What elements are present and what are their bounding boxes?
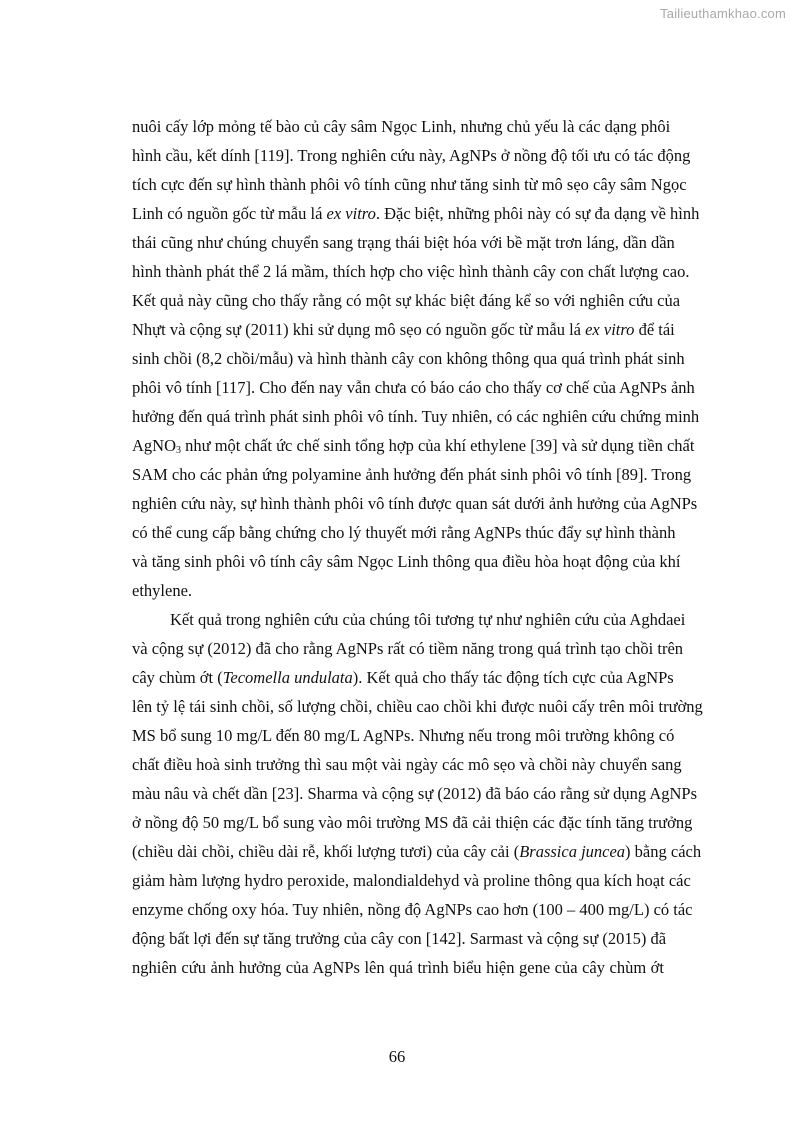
text-run: phôi vô tính [117]. Cho đến nay vẫn chưa có báo cáo cho thấy cơ chế của AgNPs ảnh	[132, 378, 695, 397]
italic-text: ex vitro	[585, 320, 635, 339]
text-run: (chiều dài chồi, chiều dài rễ, khối lượng tươi) của cây cải (	[132, 842, 520, 861]
text-line	[132, 170, 687, 199]
text-run: như một chất ức chế sinh tổng hợp của khí ethylene [39] và sử dụng tiền chất	[181, 436, 695, 455]
text-run: hưởng đến quá trình phát sinh phôi vô tính. Tuy nhiên, có các nghiên cứu chứng minh	[132, 407, 700, 426]
text-run: cây chùm ớt (	[132, 668, 223, 687]
italic-text: ex vitro	[326, 204, 376, 223]
text-run: động bất lợi đến sự tăng trưởng của cây con [142]. Sarmast và cộng sự (2015) đã	[132, 929, 667, 948]
text-line	[132, 576, 664, 605]
text-line	[132, 286, 681, 315]
text-run: chất điều hoà sinh trưởng thì sau một vài ngày các mô sẹo và chồi này chuyển sang	[132, 755, 682, 774]
text-run: màu nâu và chết dần [23]. Sharma và cộng sự (2012) đã báo cáo rằng sử dụng AgNPs	[132, 784, 697, 803]
text-line	[132, 924, 667, 953]
text-line	[132, 315, 675, 344]
text-line	[132, 721, 675, 750]
text-line	[132, 373, 695, 402]
text-run: nghiên cứu ảnh hưởng của AgNPs lên quá trình biểu hiện gene của cây chùm ớt	[132, 958, 664, 977]
text-line	[132, 779, 697, 808]
text-line	[132, 953, 664, 982]
text-line	[132, 257, 690, 286]
text-line	[132, 402, 700, 431]
text-run: Nhựt và cộng sự (2011) khi sử dụng mô sẹo có nguồn gốc từ mẫu lá	[132, 320, 586, 339]
document-body	[132, 112, 703, 982]
text-run: lên tỷ lệ tái sinh chồi, số lượng chồi, chiều cao chồi khi được nuôi cấy trên môi trường	[132, 697, 703, 716]
text-line	[132, 750, 682, 779]
italic-text: Brassica juncea	[519, 842, 626, 861]
text-run: tích cực đến sự hình thành phôi vô tính cũng như tăng sinh từ mô sẹo cây sâm Ngọc	[132, 175, 687, 194]
paragraph	[132, 112, 700, 605]
watermark-text: Tailieuthamkhao.com	[660, 6, 786, 21]
text-run: sinh chồi (8,2 chồi/mẫu) và hình thành cây con không thông qua quá trình phát sinh	[132, 349, 685, 368]
page-number: 66	[388, 1047, 406, 1066]
text-line	[132, 808, 693, 837]
text-line	[132, 460, 692, 489]
text-line	[132, 112, 671, 141]
text-line	[132, 866, 691, 895]
text-run: ở nồng độ 50 mg/L bổ sung vào môi trường MS đã cải thiện các đặc tính tăng trưởng	[132, 813, 693, 832]
text-line	[132, 663, 674, 692]
italic-text: Tecomella undulata	[222, 668, 353, 687]
text-line	[132, 431, 695, 460]
text-run: Kết quả trong nghiên cứu của chúng tôi tương tự như nghiên cứu của Aghdaei	[170, 610, 686, 629]
text-run: MS bổ sung 10 mg/L đến 80 mg/L AgNPs. Nhưng nếu trong môi trường không có	[132, 726, 675, 745]
text-line	[132, 199, 700, 228]
text-run: ethylene.	[132, 581, 193, 600]
text-run: SAM cho các phản ứng polyamine ảnh hưởng đến phát sinh phôi vô tính [89]. Trong	[132, 465, 692, 484]
text-run: để tái	[634, 320, 675, 339]
text-run: có thể cung cấp bằng chứng cho lý thuyết mới rằng AgNPs thúc đẩy sự hình thành	[132, 523, 676, 542]
text-run: ). Kết quả cho thấy tác động tích cực của AgNPs	[352, 668, 674, 687]
text-run: nghiên cứu này, sự hình thành phôi vô tính được quan sát dưới ảnh hưởng của AgNPs	[132, 494, 698, 513]
text-run: và tăng sinh phôi vô tính cây sâm Ngọc Linh thông qua điều hòa hoạt động của khí	[132, 552, 681, 571]
text-line	[132, 489, 698, 518]
text-line	[132, 837, 702, 866]
text-run: ) bằng cách	[625, 842, 702, 861]
text-run: Kết quả này cũng cho thấy rằng có một sự khác biệt đáng kể so với nghiên cứu của	[132, 291, 681, 310]
text-run: hình thành phát thể 2 lá mầm, thích hợp cho việc hình thành cây con chất lượng cao.	[132, 262, 690, 281]
text-run: . Đặc biệt, những phôi này có sự đa dạng về hình	[375, 204, 700, 223]
text-run: Linh có nguồn gốc từ mẫu lá	[132, 204, 327, 223]
text-run: AgNO	[132, 436, 176, 455]
paragraph	[132, 605, 703, 982]
text-line	[132, 547, 681, 576]
text-line	[132, 344, 685, 373]
text-line	[132, 692, 703, 721]
text-run: enzyme chống oxy hóa. Tuy nhiên, nồng độ AgNPs cao hơn (100 – 400 mg/L) có tác	[132, 900, 693, 919]
text-line	[132, 518, 676, 547]
text-line	[132, 634, 684, 663]
text-line	[132, 228, 675, 257]
text-run: thái cũng như chúng chuyển sang trạng thái biệt hóa với bề mặt trơn láng, dần dần	[132, 233, 675, 252]
text-run: nuôi cấy lớp mỏng tế bào củ cây sâm Ngọc Linh, nhưng chủ yếu là các dạng phôi	[132, 117, 671, 136]
subscript-text: 3	[176, 445, 181, 456]
text-run: hình cầu, kết dính [119]. Trong nghiên cứu này, AgNPs ở nồng độ tối ưu có tác động	[132, 146, 691, 165]
text-line	[132, 141, 691, 170]
text-run: và cộng sự (2012) đã cho rằng AgNPs rất có tiềm năng trong quá trình tạo chồi trên	[132, 639, 684, 658]
text-line	[132, 895, 693, 924]
text-run: giảm hàm lượng hydro peroxide, malondialdehyd và proline thông qua kích hoạt các	[132, 871, 691, 890]
text-line	[132, 605, 686, 634]
